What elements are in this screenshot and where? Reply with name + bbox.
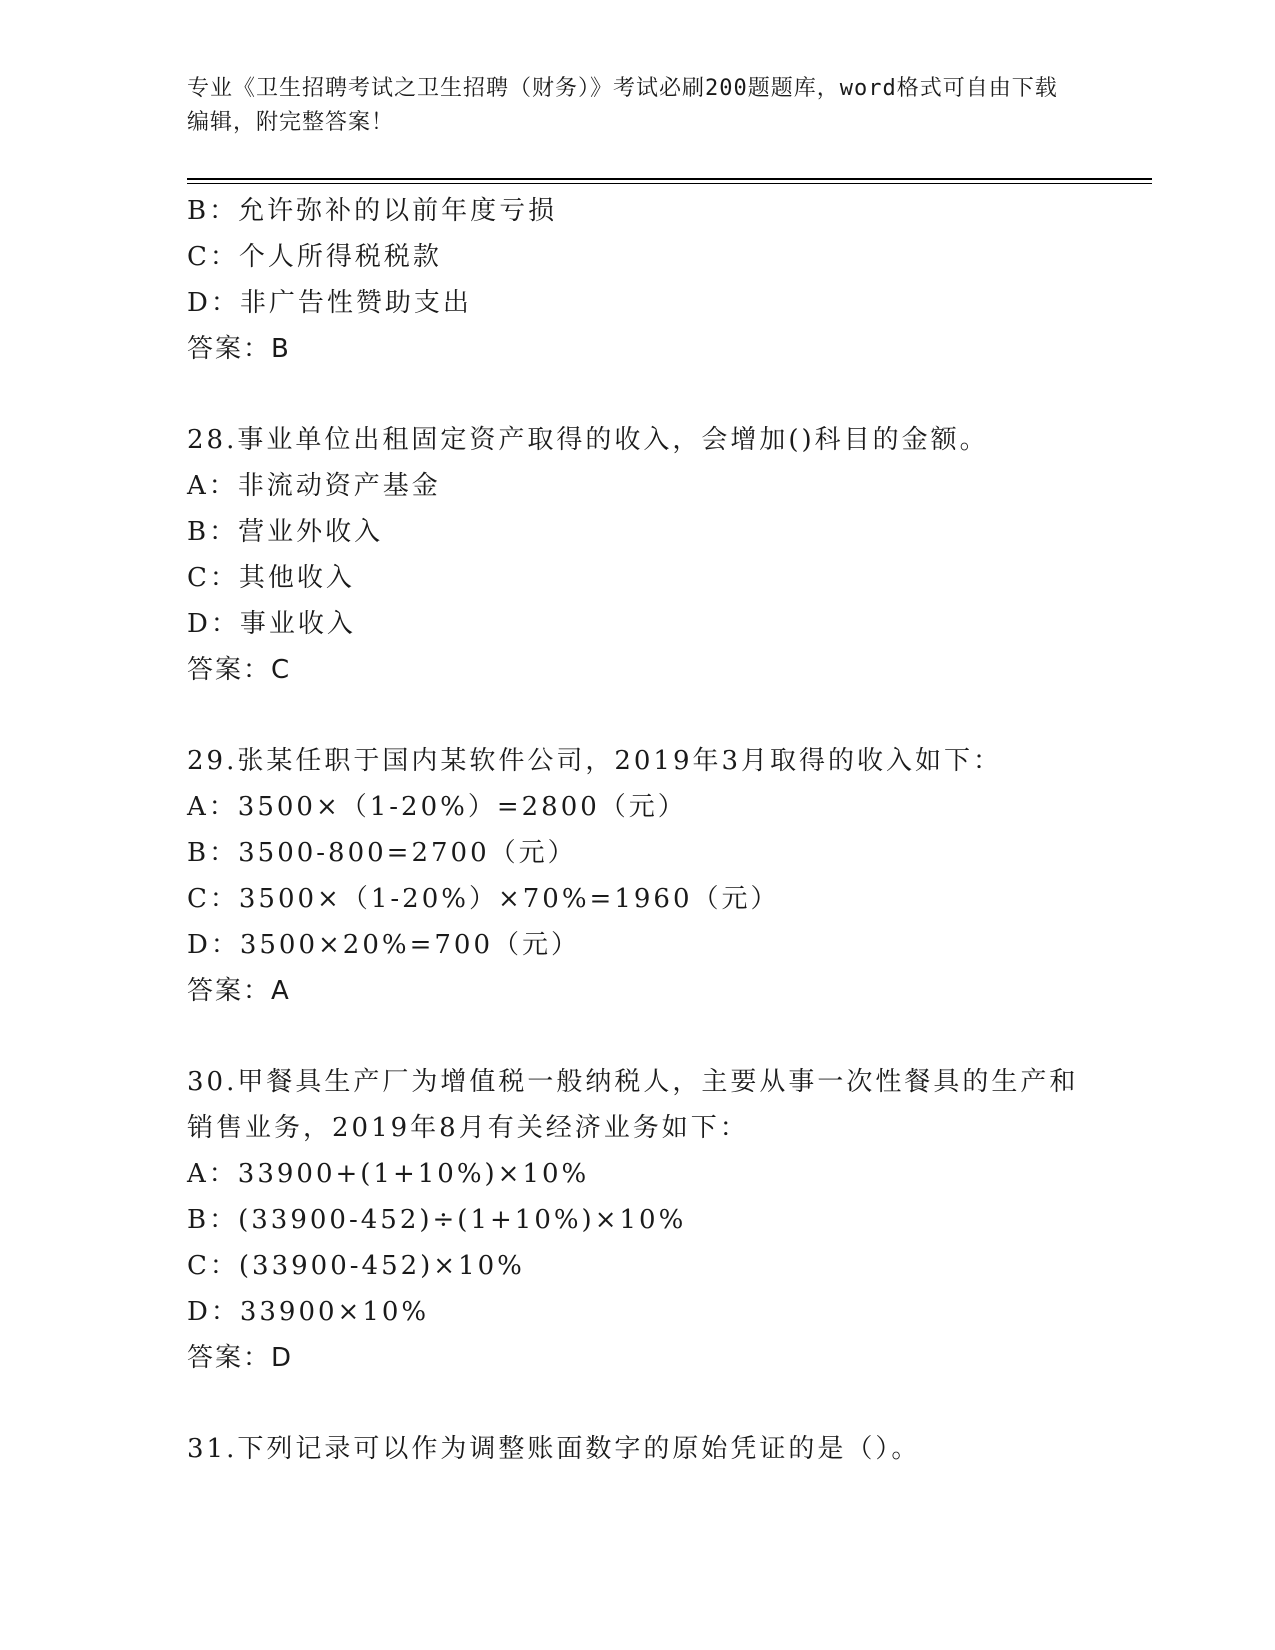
question-29 [187,738,1087,1014]
option-b: B：允许弥补的以前年度亏损 [187,196,558,226]
question-stem-line-2: 销售业务，2019年8月有关经济业务如下： [187,1113,749,1143]
option-d: D：非广告性赞助支出 [187,288,472,318]
question-stem: 29.张某任职于国内某软件公司，2019年3月取得的收入如下： [187,746,1003,776]
question-31 [187,1426,1087,1472]
answer: 答案：D [187,1343,294,1373]
header-divider-thin [187,183,1152,184]
question-stem-line-1: 30.甲餐具生产厂为增值税一般纳税人，主要从事一次性餐具的生产和 [187,1067,1079,1097]
option-b: B：(33900-452)÷(1+10%)×10% [187,1205,687,1235]
option-d: D：3500×20%=700（元） [187,930,580,960]
option-c: C：其他收入 [187,563,355,593]
question-stem: 31.下列记录可以作为调整账面数字的原始凭证的是（）。 [187,1434,921,1464]
option-c: C：个人所得税税款 [187,242,442,272]
option-a: A：非流动资产基金 [187,471,441,501]
option-a: A：3500×（1-20%）=2800（元） [187,792,687,822]
answer: 答案：A [187,976,291,1006]
option-b: B：营业外收入 [187,517,384,547]
option-b: B：3500-800=2700（元） [187,838,577,868]
option-d: D：事业收入 [187,609,356,639]
option-a: A：33900+(1+10%)×10% [187,1159,590,1189]
question-stem: 28.事业单位出租固定资产取得的收入，会增加()科目的金额。 [187,425,989,455]
answer: 答案：C [187,655,292,685]
option-d: D：33900×10% [187,1297,430,1327]
option-c: C：3500×（1-20%）×70%=1960（元） [187,884,780,914]
document-header [187,72,1067,140]
header-divider [187,178,1152,180]
header-title: 专业《卫生招聘考试之卫生招聘（财务）》考试必刷200题题库，word格式可自由下载编辑，附完整答案！ [187,76,1058,135]
answer: 答案：B [187,334,291,364]
question-30 [187,1059,1087,1381]
question-28 [187,417,1087,693]
question-list [187,188,1087,1472]
option-c: C：(33900-452)×10% [187,1251,525,1281]
question-27-tail [187,188,1087,372]
